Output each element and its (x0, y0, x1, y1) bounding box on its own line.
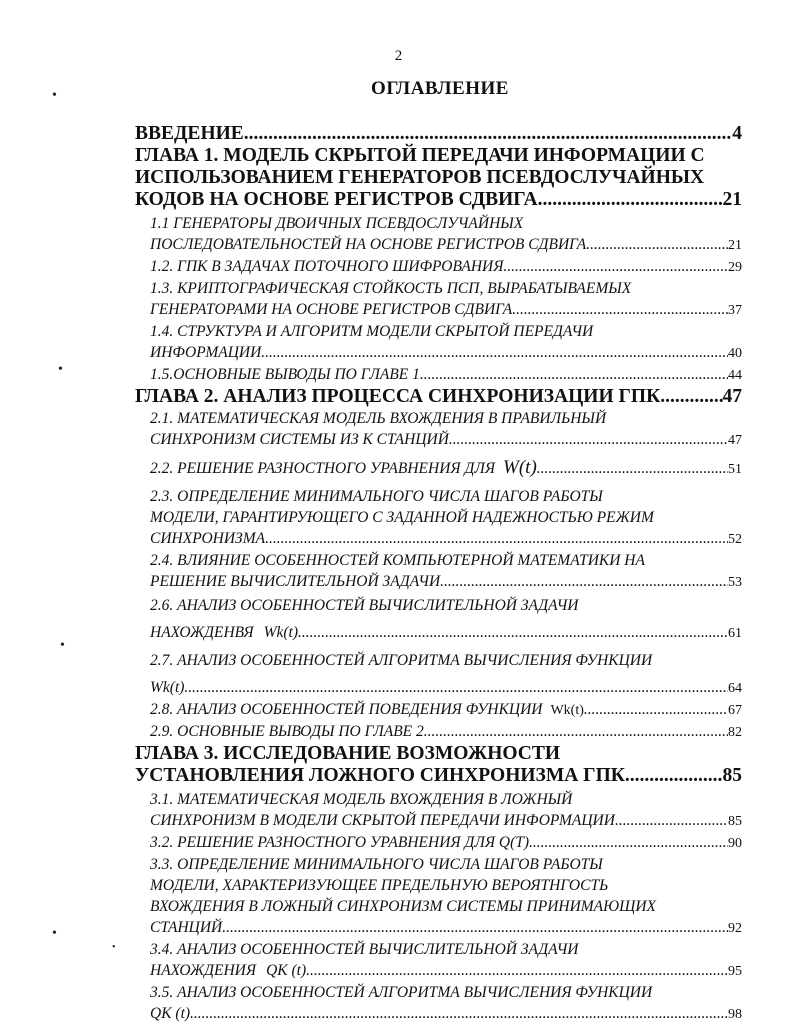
scan-speck: • (52, 926, 57, 941)
toc-entry-3-1[interactable] (150, 789, 742, 832)
page-number: 2 (394, 48, 403, 64)
page-ref: 21 (722, 189, 742, 210)
dot-leader (420, 364, 728, 385)
chapter-title-line[interactable]: ГЛАВА 1. МОДЕЛЬ СКРЫТОЙ ПЕРЕДАЧИ ИНФОРМАЦИИ С (135, 145, 705, 166)
toc-entry-2-2[interactable] (150, 457, 742, 480)
page-ref: 95 (728, 964, 742, 979)
entry-line: 2.6. АНАЛИЗ ОСОБЕННОСТЕЙ ВЫЧИСЛИТЕЛЬНОЙ ЗАДАЧИ (150, 597, 579, 614)
entry-line: МОДЕЛИ, ХАРАКТЕРИЗУЮЩЕЕ ПРЕДЕЛЬНУЮ ВЕРОЯТНГОСТЬ (150, 877, 609, 894)
toc-entry-2-3[interactable] (150, 486, 742, 550)
dot-leader (265, 528, 728, 549)
page-ref: 51 (728, 462, 742, 477)
scan-speck: • (60, 638, 65, 653)
toc-entry-intro[interactable] (135, 123, 742, 145)
entry-title: ВВЕДЕНИЕ (135, 123, 244, 144)
toc-entry-3-3[interactable] (150, 854, 742, 939)
table-of-contents (135, 123, 742, 1025)
page-ref: 40 (728, 346, 742, 361)
dot-leader (512, 299, 728, 320)
page-ref: 82 (728, 725, 742, 740)
toc-entry-2-7[interactable] (150, 650, 742, 699)
entry-line: ИНФОРМАЦИИ (150, 344, 262, 361)
entry-line: НАХОЖДЕНВЯ (150, 624, 254, 641)
page-ref: 44 (728, 368, 742, 383)
entry-title: КОДОВ НА ОСНОВЕ РЕГИСТРОВ СДВИГА (135, 189, 538, 210)
entry-line: СТАНЦИЙ (150, 919, 223, 936)
toc-entry-chapter-3[interactable] (135, 765, 742, 787)
toc-entry-3-4[interactable] (150, 939, 742, 982)
formula: QK (t) (266, 962, 307, 979)
entry-line: 3.3. ОПРЕДЕЛЕНИЕ МИНИМАЛЬНОГО ЧИСЛА ШАГОВ РАБОТЫ (150, 856, 603, 873)
scan-speck: • (112, 942, 116, 953)
entry-line: РЕШЕНИЕ ВЫЧИСЛИТЕЛЬНОЙ ЗАДАЧИ (150, 573, 441, 590)
entry-line: 1.5.ОСНОВНЫЕ ВЫВОДЫ ПО ГЛАВЕ 1 (150, 366, 420, 383)
dot-leader (533, 832, 728, 853)
toc-entry-2-8[interactable] (150, 699, 742, 721)
page-ref: 85 (722, 765, 742, 786)
page-ref: 4 (732, 123, 742, 144)
chapter-title-line[interactable]: ГЛАВА 3. ИССЛЕДОВАНИЕ ВОЗМОЖНОСТИ (135, 743, 561, 764)
entry-line: 1.3. КРИПТОГРАФИЧЕСКАЯ СТОЙКОСТЬ ПСП, ВЫРАБАТЫВАЕМЫХ (150, 280, 632, 297)
dot-leader (625, 765, 723, 787)
entry-line: 2.3. ОПРЕДЕЛЕНИЕ МИНИМАЛЬНОГО ЧИСЛА ШАГОВ РАБОТЫ (150, 488, 603, 505)
toc-entry-1-1[interactable] (150, 213, 742, 256)
page-ref: 67 (728, 703, 742, 718)
toc-entry-3-5[interactable] (150, 982, 742, 1025)
dot-leader (538, 189, 723, 211)
page-ref: 92 (728, 921, 742, 936)
entry-line: 2.4. ВЛИЯНИЕ ОСОБЕННОСТЕЙ КОМПЬЮТЕРНОЙ МАТЕМАТИКИ НА (150, 552, 645, 569)
entry-line: 3.1. МАТЕМАТИЧЕСКАЯ МОДЕЛЬ ВХОЖДЕНИЯ В ЛОЖНЫЙ (150, 791, 573, 808)
scan-speck: • (52, 88, 57, 103)
entry-title: ГЛАВА 2. АНАЛИЗ ПРОЦЕССА СИНХРОНИЗАЦИИ ГПК. (135, 386, 666, 407)
toc-entry-chapter-2[interactable] (135, 386, 742, 408)
entry-line: СИНХРОНИЗМ В МОДЕЛИ СКРЫТОЙ ПЕРЕДАЧИ ИНФОРМАЦИИ (150, 812, 615, 829)
entry-line: 2.7. АНАЛИЗ ОСОБЕННОСТЕЙ АЛГОРИТМА ВЫЧИСЛЕНИЯ ФУНКЦИИ (150, 652, 653, 669)
dot-leader (184, 677, 728, 698)
dot-leader (507, 256, 728, 277)
entry-line: МОДЕЛИ, ГАРАНТИРУЮЩЕГО С ЗАДАННОЙ НАДЕЖНОСТЬЮ РЕЖИМ (150, 509, 654, 526)
entry-line: 1.4. СТРУКТУРА И АЛГОРИТМ МОДЕЛИ СКРЫТОЙ ПЕРЕДАЧИ (150, 323, 594, 340)
page-ref: 64 (728, 681, 742, 696)
entry-line: ВХОЖДЕНИЯ В ЛОЖНЫЙ СИНХРОНИЗМ СИСТЕМЫ ПРИНИМАЮЩИХ (150, 898, 656, 915)
dot-leader (190, 1003, 728, 1024)
entry-line: 2.2. РЕШЕНИЕ РАЗНОСТНОГО УРАВНЕНИЯ ДЛЯ (150, 460, 496, 477)
dot-leader (615, 810, 728, 831)
entry-line: 3.2. РЕШЕНИЕ РАЗНОСТНОГО УРАВНЕНИЯ ДЛЯ Q(T). (150, 834, 533, 851)
dot-leader (440, 571, 728, 592)
toc-entry-chapter-1[interactable] (135, 189, 742, 211)
entry-line: 2.1. МАТЕМАТИЧЕСКАЯ МОДЕЛЬ ВХОЖДЕНИЯ В ПРАВИЛЬНЫЙ (150, 410, 607, 427)
formula: Wk(t) (150, 679, 185, 696)
toc-entry-2-9[interactable] (150, 721, 742, 743)
entry-title: УСТАНОВЛЕНИЯ ЛОЖНОГО СИНХРОНИЗМА ГПК (135, 765, 625, 786)
page-ref: 21 (728, 238, 742, 253)
page-ref: 29 (728, 260, 742, 275)
toc-entry-2-6[interactable] (150, 595, 742, 644)
dot-leader (586, 234, 728, 255)
entry-line: ПОСЛЕДОВАТЕЛЬНОСТЕЙ НА ОСНОВЕ РЕГИСТРОВ СДВИГА (150, 236, 587, 253)
toc-entry-1-5[interactable] (150, 364, 742, 386)
page-ref: 98 (728, 1007, 742, 1022)
chapter-title-line[interactable]: ИСПОЛЬЗОВАНИЕМ ГЕНЕРАТОРОВ ПСЕВДОСЛУЧАЙНЫХ (135, 167, 705, 188)
entry-line: 2.8. АНАЛИЗ ОСОБЕННОСТЕЙ ПОВЕДЕНИЯ ФУНКЦИИ (150, 701, 543, 718)
dot-leader (537, 458, 728, 479)
page-ref: 52 (728, 532, 742, 547)
page-ref: 47 (728, 433, 742, 448)
toc-entry-2-1[interactable] (150, 408, 742, 451)
toc-title: ОГЛАВЛЕНИЕ (371, 78, 509, 99)
toc-entry-1-4[interactable] (150, 321, 742, 364)
entry-line: НАХОЖДЕНИЯ (150, 962, 257, 979)
formula: W(t) (503, 457, 537, 478)
dot-leader (261, 342, 728, 363)
formula: Wk(t) (550, 703, 584, 718)
toc-entry-1-2[interactable] (150, 256, 742, 278)
entry-line: СИНХРОНИЗМ СИСТЕМЫ ИЗ К СТАНЦИЙ. (150, 431, 453, 448)
formula: QK (t) (150, 1005, 191, 1022)
dot-leader (453, 429, 728, 450)
page-ref: 37 (728, 303, 742, 318)
formula: Wk(t) (263, 624, 299, 641)
dot-leader (222, 917, 728, 938)
dot-leader (424, 721, 728, 742)
entry-line: СИНХРОНИЗМА (150, 530, 266, 547)
page-ref: 90 (728, 836, 742, 851)
dot-leader (665, 386, 722, 408)
toc-entry-3-2[interactable] (150, 832, 742, 854)
toc-entry-1-3[interactable] (150, 278, 742, 321)
dot-leader (244, 123, 732, 145)
dot-leader (584, 699, 728, 720)
entry-line: 2.9. ОСНОВНЫЕ ВЫВОДЫ ПО ГЛАВЕ 2 (150, 723, 424, 740)
entry-line: 3.4. АНАЛИЗ ОСОБЕННОСТЕЙ ВЫЧИСЛИТЕЛЬНОЙ ЗАДАЧИ (150, 941, 579, 958)
page-ref: 85 (728, 814, 742, 829)
dot-leader (306, 960, 728, 981)
page-ref: 61 (728, 626, 742, 641)
entry-line: 1.2. ГПК В ЗАДАЧАХ ПОТОЧНОГО ШИФРОВАНИЯ. (150, 258, 508, 275)
entry-line: 3.5. АНАЛИЗ ОСОБЕННОСТЕЙ АЛГОРИТМА ВЫЧИСЛЕНИЯ ФУНКЦИИ (150, 984, 653, 1001)
page-ref: 53 (728, 575, 742, 590)
page-ref: 47 (722, 386, 742, 407)
toc-entry-2-4[interactable] (150, 550, 742, 593)
scan-speck: • (58, 362, 63, 377)
dot-leader (298, 622, 728, 643)
entry-line: 1.1 ГЕНЕРАТОРЫ ДВОИЧНЫХ ПСЕВДОСЛУЧАЙНЫХ (150, 215, 524, 232)
entry-line: ГЕНЕРАТОРАМИ НА ОСНОВЕ РЕГИСТРОВ СДВИГА (150, 301, 513, 318)
